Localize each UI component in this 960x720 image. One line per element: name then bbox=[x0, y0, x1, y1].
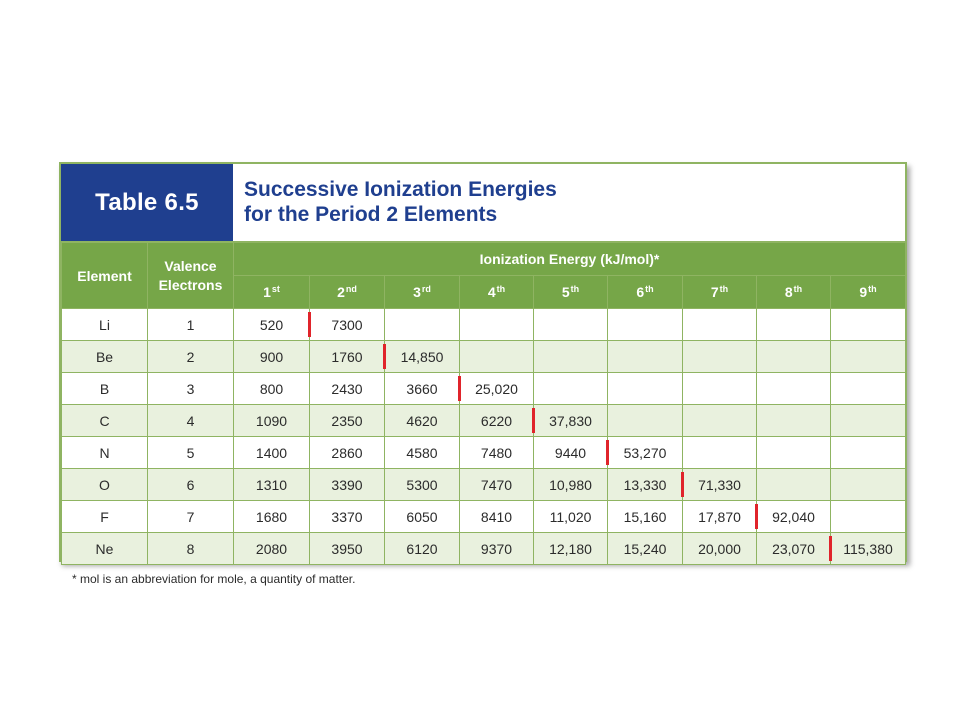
table-number-label: Table 6.5 bbox=[61, 164, 233, 241]
table-row bbox=[62, 405, 906, 437]
valence-electrons-cell: 4 bbox=[148, 405, 234, 437]
ionization-energy-cell bbox=[683, 405, 757, 437]
ionization-energy-cell: 3950 bbox=[310, 533, 385, 565]
valence-header-line-1: Valence bbox=[164, 257, 217, 274]
ordinal-suffix: nd bbox=[345, 284, 357, 294]
column-header-ordinal-5 bbox=[534, 276, 608, 309]
ionization-energy-cell bbox=[608, 341, 683, 373]
column-group-ionization-energy: Ionization Energy (kJ/mol)* bbox=[234, 243, 906, 276]
ionization-energy-cell: 53,270 bbox=[608, 437, 683, 469]
column-header-element: Element bbox=[62, 243, 148, 309]
ionization-energy-cell: 14,850 bbox=[385, 341, 460, 373]
ionization-energy-cell bbox=[831, 501, 906, 533]
ionization-energy-cell: 15,160 bbox=[608, 501, 683, 533]
ionization-energy-cell bbox=[757, 341, 831, 373]
ordinal-suffix: th bbox=[719, 284, 729, 294]
ordinal-number: 9 bbox=[859, 284, 868, 300]
ionization-energy-cell bbox=[831, 309, 906, 341]
ionization-energy-cell: 17,870 bbox=[683, 501, 757, 533]
ionization-energy-cell: 13,330 bbox=[608, 469, 683, 501]
valence-electrons-cell: 3 bbox=[148, 373, 234, 405]
ionization-energy-cell: 11,020 bbox=[534, 501, 608, 533]
ionization-energy-cell: 6120 bbox=[385, 533, 460, 565]
ionization-energy-cell: 23,070 bbox=[757, 533, 831, 565]
ionization-energy-cell bbox=[608, 373, 683, 405]
ionization-energy-cell bbox=[385, 309, 460, 341]
ionization-energy-cell: 2860 bbox=[310, 437, 385, 469]
ionization-energy-cell: 12,180 bbox=[534, 533, 608, 565]
ordinal-number: 2 bbox=[337, 284, 345, 300]
ionization-energy-cell: 1760 bbox=[310, 341, 385, 373]
ordinal-suffix: th bbox=[570, 284, 580, 294]
ionization-energy-cell: 2350 bbox=[310, 405, 385, 437]
ionization-energy-cell: 20,000 bbox=[683, 533, 757, 565]
ionization-energy-cell: 1680 bbox=[234, 501, 310, 533]
ionization-energy-cell bbox=[534, 341, 608, 373]
ionization-energy-cell: 115,380 bbox=[831, 533, 906, 565]
ordinal-number: 4 bbox=[487, 284, 496, 300]
column-header-ordinal-7 bbox=[683, 276, 757, 309]
valence-electrons-cell: 8 bbox=[148, 533, 234, 565]
ionization-energy-cell: 9370 bbox=[460, 533, 534, 565]
ordinal-suffix: st bbox=[271, 284, 280, 294]
column-header-ordinal-2 bbox=[310, 276, 385, 309]
ionization-energy-cell bbox=[757, 405, 831, 437]
ionization-energy-cell bbox=[608, 309, 683, 341]
ordinal-suffix: rd bbox=[421, 284, 431, 294]
ordinal-suffix: th bbox=[793, 284, 803, 294]
ionization-energy-cell: 6220 bbox=[460, 405, 534, 437]
table-title-bar bbox=[61, 164, 905, 242]
ordinal-suffix: th bbox=[868, 284, 877, 294]
ionization-energy-cell: 15,240 bbox=[608, 533, 683, 565]
column-header-ordinal-4 bbox=[460, 276, 534, 309]
table-row bbox=[62, 341, 906, 373]
ionization-energy-cell: 7480 bbox=[460, 437, 534, 469]
table-row bbox=[62, 501, 906, 533]
column-header-ordinal-3 bbox=[385, 276, 460, 309]
ionization-energy-cell bbox=[683, 437, 757, 469]
ionization-energy-cell: 37,830 bbox=[534, 405, 608, 437]
ionization-energy-cell bbox=[460, 341, 534, 373]
ionization-energy-cell: 3370 bbox=[310, 501, 385, 533]
valence-electrons-cell: 6 bbox=[148, 469, 234, 501]
ionization-energy-cell: 7470 bbox=[460, 469, 534, 501]
ionization-energy-cell: 2080 bbox=[234, 533, 310, 565]
column-header-ordinal-1 bbox=[234, 276, 310, 309]
element-symbol-cell: N bbox=[62, 437, 148, 469]
ordinal-number: 6 bbox=[636, 284, 645, 300]
ionization-energy-cell bbox=[831, 469, 906, 501]
ionization-energy-cell bbox=[757, 469, 831, 501]
ordinal-number: 3 bbox=[413, 284, 421, 300]
column-header-ordinal-9 bbox=[831, 276, 906, 309]
ionization-energy-cell: 6050 bbox=[385, 501, 460, 533]
ionization-energy-cell bbox=[534, 373, 608, 405]
table-row bbox=[62, 309, 906, 341]
ionization-energy-cell: 8410 bbox=[460, 501, 534, 533]
ionization-energy-cell bbox=[608, 405, 683, 437]
header-row-top bbox=[62, 243, 906, 276]
ionization-energy-cell bbox=[757, 309, 831, 341]
ionization-energy-cell bbox=[831, 341, 906, 373]
table-row bbox=[62, 533, 906, 565]
ionization-energy-cell: 1310 bbox=[234, 469, 310, 501]
ordinal-number: 5 bbox=[561, 284, 570, 300]
ordinal-number: 8 bbox=[784, 284, 793, 300]
ionization-energy-cell: 4580 bbox=[385, 437, 460, 469]
table-row bbox=[62, 437, 906, 469]
ionization-energy-cell bbox=[683, 341, 757, 373]
ionization-energy-cell: 900 bbox=[234, 341, 310, 373]
ionization-energy-cell: 10,980 bbox=[534, 469, 608, 501]
table-caption-line-2: for the Period 2 Elements bbox=[244, 203, 498, 226]
column-header-valence-electrons bbox=[148, 243, 234, 309]
table-caption bbox=[233, 164, 905, 241]
ionization-energy-cell: 4620 bbox=[385, 405, 460, 437]
ionization-energy-cell bbox=[831, 373, 906, 405]
ionization-energy-cell: 3660 bbox=[385, 373, 460, 405]
table-row bbox=[62, 469, 906, 501]
ionization-energy-cell: 1400 bbox=[234, 437, 310, 469]
ordinal-number: 7 bbox=[710, 284, 719, 300]
ionization-energy-cell bbox=[757, 437, 831, 469]
ionization-energy-cell: 1090 bbox=[234, 405, 310, 437]
ordinal-suffix: th bbox=[496, 284, 506, 294]
valence-electrons-cell: 2 bbox=[148, 341, 234, 373]
column-header-ordinal-8 bbox=[757, 276, 831, 309]
ionization-energy-cell: 9440 bbox=[534, 437, 608, 469]
element-symbol-cell: Ne bbox=[62, 533, 148, 565]
valence-electrons-cell: 1 bbox=[148, 309, 234, 341]
footnote: * mol is an abbreviation for mole, a quantity of matter. bbox=[72, 572, 356, 586]
valence-electrons-cell: 5 bbox=[148, 437, 234, 469]
element-symbol-cell: O bbox=[62, 469, 148, 501]
table-body bbox=[62, 309, 906, 565]
ionization-energy-cell: 800 bbox=[234, 373, 310, 405]
ionization-energy-cell bbox=[831, 405, 906, 437]
element-symbol-cell: Li bbox=[62, 309, 148, 341]
element-symbol-cell: B bbox=[62, 373, 148, 405]
ordinal-suffix: th bbox=[645, 284, 654, 294]
valence-electrons-cell: 7 bbox=[148, 501, 234, 533]
ionization-energy-cell: 520 bbox=[234, 309, 310, 341]
valence-header-line-2: Electrons bbox=[158, 276, 223, 293]
ionization-energy-table-card bbox=[59, 162, 907, 562]
ionization-energy-cell: 25,020 bbox=[460, 373, 534, 405]
ionization-energy-cell bbox=[460, 309, 534, 341]
element-symbol-cell: C bbox=[62, 405, 148, 437]
ionization-energy-cell: 2430 bbox=[310, 373, 385, 405]
table-caption-line-1: Successive Ionization Energies bbox=[244, 178, 557, 201]
element-symbol-cell: Be bbox=[62, 341, 148, 373]
ionization-energy-table bbox=[61, 242, 906, 565]
element-symbol-cell: F bbox=[62, 501, 148, 533]
ordinal-number: 1 bbox=[263, 284, 271, 300]
ionization-energy-cell: 92,040 bbox=[757, 501, 831, 533]
ionization-energy-cell bbox=[683, 309, 757, 341]
ionization-energy-cell: 7300 bbox=[310, 309, 385, 341]
ionization-energy-cell bbox=[757, 373, 831, 405]
ionization-energy-cell: 71,330 bbox=[683, 469, 757, 501]
ionization-energy-cell bbox=[534, 309, 608, 341]
ionization-energy-cell: 5300 bbox=[385, 469, 460, 501]
ionization-energy-cell: 3390 bbox=[310, 469, 385, 501]
table-row bbox=[62, 373, 906, 405]
ionization-energy-cell bbox=[683, 373, 757, 405]
ionization-energy-cell bbox=[831, 437, 906, 469]
column-header-ordinal-6 bbox=[608, 276, 683, 309]
